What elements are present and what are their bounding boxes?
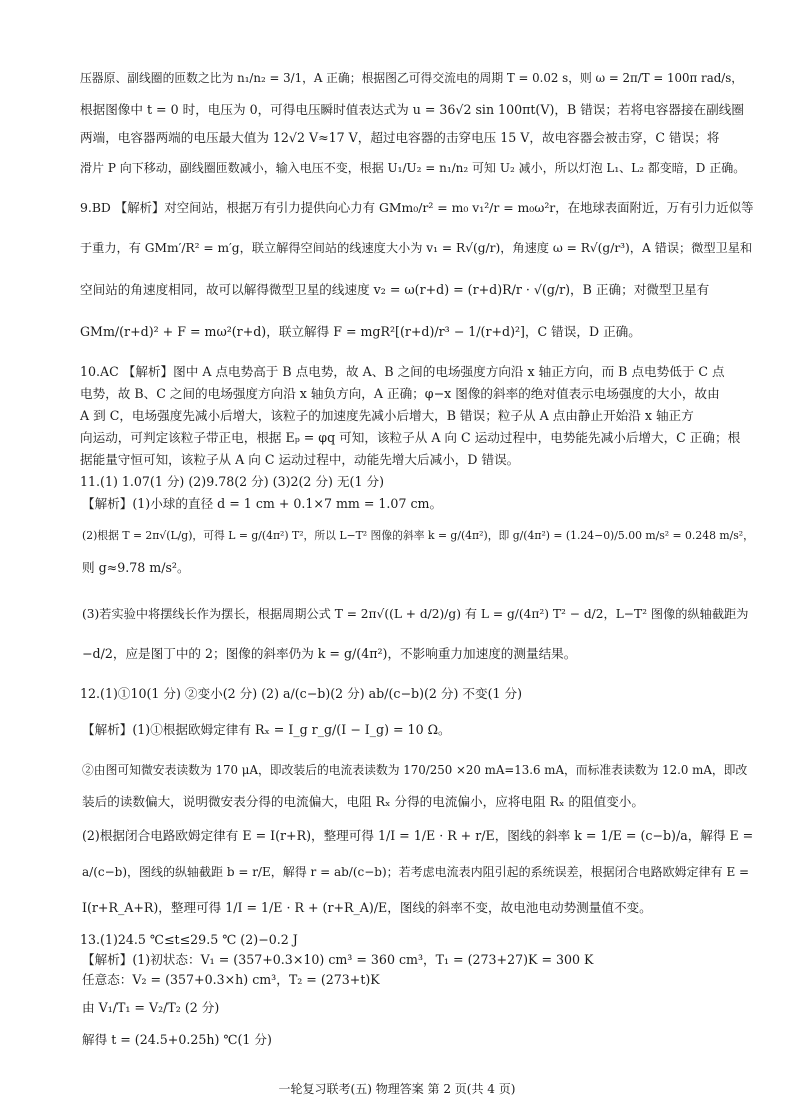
text-line: 空间站的角速度相同，故可以解得微型卫星的线速度 v₂ = ω(r+d) = (r+d)R/r · √(g/r)，B 正确；对微型卫星有: [80, 282, 710, 297]
text-line: 解得 t = (24.5+0.25h) ℃(1 分): [82, 1032, 272, 1047]
text-line: 任意态：V₂ = (357+0.3×h) cm³，T₂ = (273+t)K: [82, 972, 380, 987]
text-line: A 到 C，电场强度先减小后增大，该粒子的加速度先减小后增大，B 错误；粒子从 A 点由静止开始沿 x 轴正方: [80, 408, 694, 423]
analysis-line: 【解析】(1)小球的直径 d = 1 cm + 0.1×7 mm = 1.07 cm。: [82, 496, 443, 511]
text-line: 据能量守恒可知，该粒子从 A 向 C 运动过程中，动能先增大后减小，D 错误。: [80, 452, 520, 467]
analysis-line: 【解析】(1)初状态：V₁ = (357+0.3×10) cm³ = 360 cm³，T₁ = (273+27)K = 300 K: [82, 952, 594, 967]
text-line: a/(c−b)，图线的纵轴截距 b = r/E，解得 r = ab/(c−b)；若考虑电流表内阻引起的系统误差，根据闭合电路欧姆定律有 E =: [82, 865, 750, 879]
question-13-answer: 13.(1)24.5 ℃≤t≤29.5 ℃ (2)−0.2 J: [80, 932, 298, 947]
page-footer: 一轮复习联考(五) 物理答案 第 2 页(共 4 页): [278, 1082, 516, 1096]
question-10-answer: 10.AC 【解析】图中 A 点电势高于 B 点电势，故 A、B 之间的电场强度方向沿 x 轴正方向，而 B 点电势低于 C 点: [80, 364, 725, 379]
analysis-line: 【解析】(1)①根据欧姆定律有 Rₓ = I_g r_g/(I − I_g) = 10 Ω。: [82, 722, 451, 737]
text-line: 则 g≈9.78 m/s²。: [82, 560, 190, 575]
question-12-answer: 12.(1)①10(1 分) ②变小(2 分) (2) a/(c−b)(2 分) ab/(c−b)(2 分) 不变(1 分): [80, 686, 523, 701]
question-11-answer: 11.(1) 1.07(1 分) (2)9.78(2 分) (3)2(2 分) 无(1 分): [80, 474, 384, 489]
text-line: I(r+R_A+R)，整理可得 1/I = 1/E · R + (r+R_A)/E，图线的斜率不变，故电池电动势测量值不变。: [82, 900, 652, 915]
text-line: (2)根据闭合电路欧姆定律有 E = I(r+R)，整理可得 1/I = 1/E · R + r/E，图线的斜率 k = 1/E = (c−b)/a，解得 E =: [82, 828, 754, 843]
text-line: (3)若实验中将摆线长作为摆长，根据周期公式 T = 2π√((L + d/2)/g) 有 L = g/(4π²) T² − d/2，L−T² 图像的纵轴截距为: [82, 607, 749, 621]
text-line: 两端，电容器两端的电压最大值为 12√2 V≈17 V，超过电容器的击穿电压 15 V，故电容器会被击穿，C 错误；将: [80, 130, 720, 145]
text-line: 向运动，可判定该粒子带正电，根据 Eₚ = φq 可知，该粒子从 A 向 C 运动过程中，电势能先减小后增大，C 正确；根: [80, 430, 741, 445]
text-line: 装后的读数偏大，说明微安表分得的电流偏大，电阻 Rₓ 分得的电流偏小，应将电阻 Rₓ 的阻值变小。: [82, 794, 644, 809]
text-line: 压器原、副线圈的匝数之比为 n₁/n₂ = 3/1，A 正确；根据图乙可得交流电的周期 T = 0.02 s，则 ω = 2π/T = 100π rad/s，: [80, 71, 744, 85]
text-line: GMm/(r+d)² + F = mω²(r+d)，联立解得 F = mgR²[(r+d)/r³ − 1/(r+d)²]，C 错误，D 正确。: [80, 324, 641, 339]
text-line: 由 V₁/T₁ = V₂/T₂ (2 分): [82, 1000, 220, 1015]
text-line: ②由图可知微安表读数为 170 μA，即改装后的电流表读数为 170/250 ×20 mA=13.6 mA，而标准表读数为 12.0 mA，即改: [82, 763, 748, 777]
text-line: (2)根据 T = 2π√(L/g)，可得 L = g/(4π²) T²，所以 L−T² 图像的斜率 k = g/(4π²)，即 g/(4π²) = (1.24−0)/5.00 m/s² = 0.248 m/s²，: [82, 529, 754, 542]
text-line: 滑片 P 向下移动，副线圈匝数减小，输入电压不变，根据 U₁/U₂ = n₁/n₂ 可知 U₂ 减小，所以灯泡 L₁、L₂ 都变暗，D 正确。: [80, 161, 746, 175]
text-line: −d/2，应是图丁中的 2；图像的斜率仍为 k = g/(4π²)，不影响重力加速度的测量结果。: [82, 646, 577, 661]
text-line: 电势，故 B、C 之间的电场强度方向沿 x 轴负方向，A 正确；φ−x 图像的斜率的绝对值表示电场强度的大小，故由: [80, 386, 720, 401]
text-line: 于重力，有 GMm′/R² = m′g，联立解得空间站的线速度大小为 v₁ = R√(g/r)，角速度 ω = R√(g/r³)，A 错误；微型卫星和: [80, 241, 753, 255]
question-9-answer: 9.BD 【解析】对空间站，根据万有引力提供向心力有 GMm₀/r² = m₀ v₁²/r = m₀ω²r，在地球表面附近，万有引力近似等: [80, 200, 754, 215]
text-line: 根据图像中 t = 0 时，电压为 0，可得电压瞬时值表达式为 u = 36√2 sin 100πt(V)，B 错误；若将电容器接在副线圈: [80, 102, 744, 117]
